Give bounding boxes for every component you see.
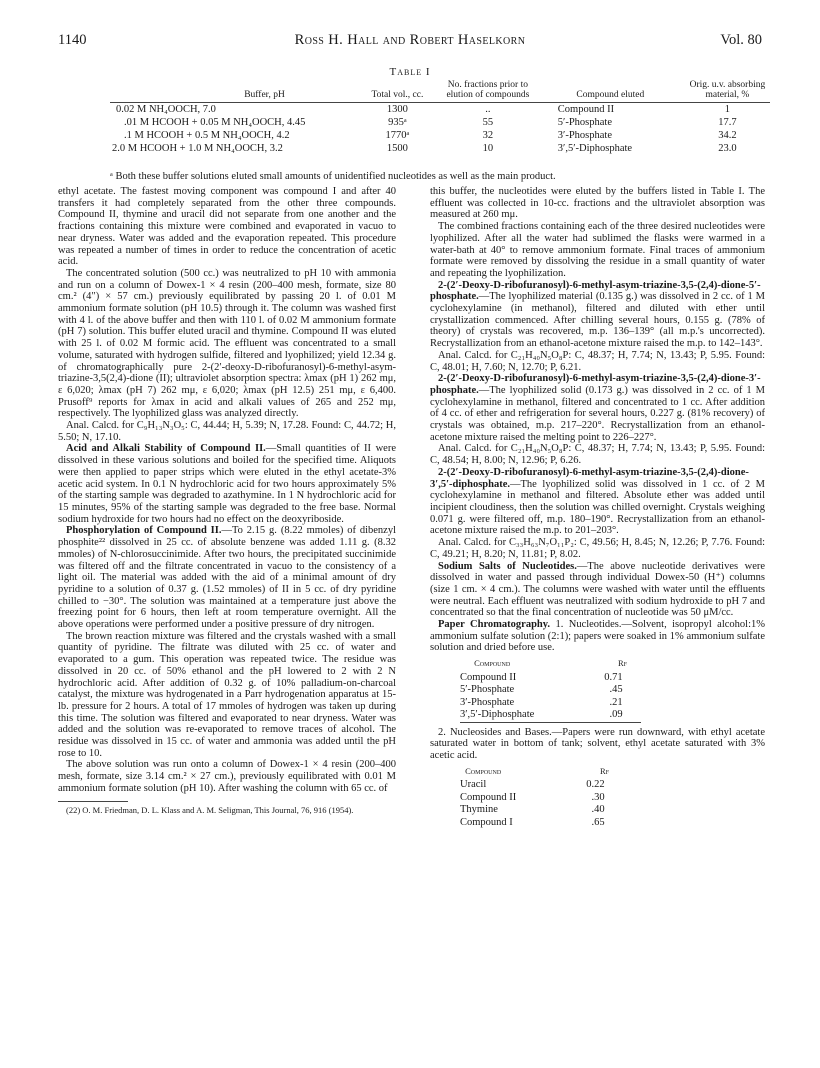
paragraph-text: —Small quantities of II were dissolved in these various solutions and boiled for the specified time. Aliquots were then applied to paper strips which were eluted in the ethyl acetate-3% acetic acid system. In 0.1 N hydrochloric acid for two hours approximately 5% of the starting sample was degraded to azathymine. In 1 N hydrochloric acid for 15 minutes, 95% of the starting sample was degraded to the free base. Normal sodium hydroxide for two hours had no effect on the deoxyriboside. xyxy=(58,443,397,525)
table-row xyxy=(460,697,641,710)
table-header-row xyxy=(460,657,641,672)
cell-vol: 1500 xyxy=(386,143,408,154)
paragraph: Anal. Calcd. for C₂₁H₄₀N₅O₈P: C, 48.37; H, 7.74; N, 13.43; P, 5.95. Found: C, 48.54; H, 8.00; N, 12.96; P, 6.26. xyxy=(430,443,765,467)
table-header-row xyxy=(460,765,623,780)
paragraph-text: —The lyophilized material (0.135 g.) was dissolved in 2 cc. of 1 M cyclohexylamine (in methanol), filtered and diluted with ether until crystallization commenced. After chilling several hours, 0.155 g. (78% of theory) of crystals was recovered, m.p. 136–139° (all m.p.'s uncorrected). Recrystallization from an ethanol-acetone mixture raised the m.p. to 142–143°. xyxy=(430,291,765,350)
cell-compound: 3′-Phosphate xyxy=(557,130,612,141)
th-total-vol: Total vol., cc. xyxy=(371,90,424,100)
page-number: 1140 xyxy=(58,32,87,48)
paragraph xyxy=(58,525,396,630)
th-compound: Compound xyxy=(474,658,511,669)
section-heading: 2-(2′-Deoxy-D-ribofuranosyl)-6-methyl-asym-triazine-3,5-(2,4)-dione-5′-phosphate. xyxy=(430,279,761,303)
buffer-elution-table xyxy=(110,80,770,155)
cell-buffer: 2.0 M HCOOH + 1.0 M NH₄OOCH, 3.2 xyxy=(112,143,283,154)
paragraph: this buffer, the nucleotides were eluted by the buffers listed in Table I. The effluent was collected in 10-cc. fractions and the ultraviolet absorption was measured at 260 mμ. xyxy=(430,186,765,221)
cell-compound: 3′,5′-Diphosphate xyxy=(460,709,604,722)
paragraph-text: —The above nucleotide derivatives were dissolved in water and passed through individual Dowex-50 (H⁺) columns (size 1 cm. × 4 cm.). The columns were washed with water until the effluents were neutral. Each effluent was neutralized with sodium hydroxide to pH 7 and concentrated so that the final concentration of nucleotide was 50 μM/cc. xyxy=(430,560,766,619)
section-heading: Phosphorylation of Compound II. xyxy=(66,525,222,537)
left-column xyxy=(58,186,396,815)
table-row xyxy=(460,672,641,685)
section-heading: Paper Chromatography. xyxy=(438,619,551,631)
th-fractions: No. fractions prior to elution of compounds xyxy=(446,80,530,100)
cell-compound: 5′-Phosphate xyxy=(557,117,612,128)
running-authors: Ross H. Hall and Robert Haselkorn xyxy=(294,32,526,48)
paragraph: Anal. Calcd. for C₃₃H₆₃N₇O₁₁P₂: C, 49.56; H, 8.45; N, 12.26; P, 7.76. Found: C, 49.21; H, 8.20; N, 11.81; P, 8.02. xyxy=(430,537,765,560)
cell-fractions: .. xyxy=(485,104,491,115)
cell-compound: Compound II xyxy=(460,791,517,803)
paragraph xyxy=(58,443,396,525)
th-buffer: Buffer, pH xyxy=(244,90,285,100)
paragraph xyxy=(430,467,765,537)
paragraph: The concentrated solution (500 cc.) was neutralized to pH 10 with ammonia and run on a column of Dowex-1 × 4 resin (200–400 mesh, formate, size 80 cm.² (4″) × 57 cm.) previously equilibrated by passing 20 l. of 0.01 M ammonium formate solution (pH 10.5) through it. The column was washed first with 4 l. of the above buffer and then with 110 l. of 0.02 M ammonium formate (pH 7) solution. This buffer eluted uracil and thymine. Compound II was eluted with 25 l. of 0.02 M formic acid. The effluent was concentrated to a small volume, saturated with hydrogen sulfide, filtered and lyophilized; yield 12.34 g. of chromatographically pure 2-(2′-deoxy-D-ribofuranosyl)-6-methyl-asym-triazine-3,5(2,4)-dione (II); ultraviolet absorption spectra: λmax (pH 1) 262 mμ, ε 6,020; λmax (pH 7) 262 mμ, ε 6,020; λmax (pH 12.5) 251 mμ, ε 6,400. Prusoff⁹ reports for λmax in acid and alkali values of 265 and 252 mμ, respectively. The lyophilized glass was analyzed directly. xyxy=(58,267,396,420)
volume-label: Vol. 80 xyxy=(720,32,762,48)
paragraph: Anal. Calcd. for C₂₁H₄₀N₅O₈P: C, 48.37; H, 7.74; N, 13.43; P, 5.95. Found: C, 48.01; H, 7.60; N, 12.70; P, 6.21. xyxy=(430,349,765,373)
section-heading: 2-(2′-Deoxy-D-ribofuranosyl)-6-methyl-asym-triazine-3,5-(2,4)-dione-3′,5′-diphosphate. xyxy=(430,466,749,490)
th-uv: Orig. u.v. absorbing material, % xyxy=(689,80,766,100)
footnote: (22) O. M. Friedman, D. L. Klass and A. M. Seligman, This Journal, 76, 916 (1954). xyxy=(66,804,354,815)
cell-compound: 3′,5′-Diphosphate xyxy=(557,143,633,154)
paragraph-text: —To 2.15 g. (8.22 mmoles) of dibenzyl phosphite²² dissolved in 25 cc. of absolute benzene was added 1.11 g. (8.32 mmoles) of N-chlorosuccinimide. After two hours, the precipitated succinimide was filtered off and the filtrate concentrated in vacuo to the consistency of a light oil. The material was added with the aid of a minimal amount of dry pyridine to a solution of 0.37 g. (1.52 mmoles) of II in 5 cc. of dry pyridine chilled to −30°. The solution was maintained at a temperature just above the freezing point for 6 hours, then left at room temperature overnight. All the above operations were performed under a positive pressure of dry nitrogen. xyxy=(58,525,396,631)
nucleoside-rf-table xyxy=(460,765,623,830)
table-row xyxy=(110,116,770,129)
cell-fractions: 10 xyxy=(482,143,494,154)
cell-rf: .65 xyxy=(591,816,605,828)
cell-rf: 0.22 xyxy=(586,779,605,791)
cell-uv: 23.0 xyxy=(718,143,737,154)
cell-compound: Uracil xyxy=(460,779,487,791)
paragraph: The combined fractions containing each of the three desired nucleotides were lyophilized. After all the water had sublimed the flasks were warmed in a water-bath at 40° to remove ammonium formate. Final traces of ammonium formate were removed by dissolving the residue in a small quantity of water and repeating the lyophilization. xyxy=(430,221,765,279)
paragraph xyxy=(430,619,765,654)
cell-rf: .45 xyxy=(609,684,623,696)
paragraph: The brown reaction mixture was filtered and the crystals washed with a small quantity of pyridine. The filtrate was diluted with 25 cc. of water and evaporated to a gum. This operation was repeated twice. The residue was dissolved in 20 cc. of 50% ethanol and the pH lowered to 2 with 2 N hydrochloric acid. After addition of 0.32 g. of 10% palladium-on-charcoal catalyst, the mixture was hydrogenated in a Parr hydrogenation apparatus at 15-lb. pressure for 2 hours. A total of 17 mmoles of hydrogen was taken up during this time. The solution was filtered and evaporated to near dryness. Water was added and the solution was re-evaporated to remove traces of alcohol. The residue was dissolved in 15 cc. of water and ammonia was added until the pH rose to 10. xyxy=(58,630,396,759)
table-row xyxy=(110,129,770,142)
paragraph xyxy=(430,561,765,620)
table-title: Table I xyxy=(389,66,431,78)
cell-rf: .40 xyxy=(591,804,605,816)
paragraph-text: —The lyophilized solid was dissolved in 1 cc. of 2 M cyclohexylamine in methanol and filtered. Absolute ether was added until incipient cloudiness, then the solution was chilled overnight. Crystals weighing 0.071 g. were filtered off, m.p. 180–190°. Recrystallization from an ethanol-acetone mixture raised the m.p. to 201–203°. xyxy=(430,478,765,537)
table-row xyxy=(460,804,623,817)
cell-rf: .09 xyxy=(604,709,640,722)
paragraph xyxy=(430,280,765,350)
section-heading: Sodium Salts of Nucleotides. xyxy=(438,560,577,572)
cell-vol: 1300 xyxy=(386,104,408,115)
cell-buffer: .01 M HCOOH + 0.05 M NH₄OOCH, 4.45 xyxy=(124,117,306,128)
paragraph: ethyl acetate. The fastest moving component was compound I and after 40 transfers it had completely separated from the other three compounds. Compound II, thymine and uracil did not separate from one another and the fractions containing this mixture were combined and evaporated in vacuo to near dryness. Water was added and the evaporation repeated. This procedure was repeated a number of times in order to reduce the concentration of acetic acid. xyxy=(58,186,396,268)
cell-uv: 34.2 xyxy=(718,130,737,141)
cell-uv: 1 xyxy=(724,104,731,115)
section-heading: 2-(2′-Deoxy-D-ribofuranosyl)-6-methyl-asym-triazine-3,5-(2,4)-dione-3′-phosphate. xyxy=(430,373,761,396)
th-rf: Rf xyxy=(617,658,627,669)
cell-rf: .21 xyxy=(609,696,623,708)
paragraph xyxy=(430,373,765,443)
right-column xyxy=(430,186,765,833)
table-row xyxy=(460,817,623,830)
table-row xyxy=(110,142,770,155)
table-row xyxy=(460,709,641,722)
cell-buffer: .1 M HCOOH + 0.5 M NH₄OOCH, 4.2 xyxy=(124,130,290,141)
cell-fractions: 55 xyxy=(482,117,494,128)
cell-vol: 1770ᵃ xyxy=(385,130,410,141)
th-compound: Compound xyxy=(465,765,502,776)
cell-compound: 5′-Phosphate xyxy=(460,684,515,696)
cell-compound: Thymine xyxy=(460,804,498,816)
table-row xyxy=(460,792,623,805)
table-row xyxy=(460,779,623,792)
section-heading: Acid and Alkali Stability of Compound II. xyxy=(66,443,266,455)
cell-rf: 0.71 xyxy=(604,671,623,683)
table-footnote: ᵃ Both these buffer solutions eluted small amounts of unidentified nucleotides as well as the main product. xyxy=(110,171,556,182)
cell-vol: 935ᵃ xyxy=(388,117,407,128)
th-compound: Compound eluted xyxy=(576,90,645,100)
cell-fractions: 32 xyxy=(482,130,494,141)
th-rf: Rf xyxy=(599,765,609,776)
table-row xyxy=(110,103,770,117)
running-header xyxy=(58,32,762,52)
paragraph-text: —The lyophilized solid (0.173 g.) was dissolved in 2 cc. of 1 M cyclohexylamine in methanol, filtered and concentrated to 1 cc. After addition of 4 cc. of ether and refrigeration for several hours, 0.227 g. (81% recovery) of crystals was obtained, m.p. 217–220°. Recrystallization from an ethanol-acetone mixture raised the melting point to 226–227°. xyxy=(430,384,765,443)
cell-rf: .30 xyxy=(591,791,605,803)
nucleotide-rf-table xyxy=(460,657,641,723)
footnote-rule xyxy=(58,801,128,802)
paragraph: Anal. Calcd. for C₉H₁₃N₃O₅: C, 44.44; H, 5.39; N, 17.28. Found: C, 44.72; H, 5.50; N, 17.10. xyxy=(58,420,396,443)
table-row xyxy=(460,684,641,697)
paragraph: The above solution was run onto a column of Dowex-1 × 4 resin (200–400 mesh, formate, size 3.14 cm.² × 27 cm.), previously equilibrated with 0.01 M ammonium formate solution (pH 10). After washing the column with 65 cc. of xyxy=(58,759,396,794)
paragraph: 2. Nucleosides and Bases.—Papers were run downward, with ethyl acetate saturated water in bottom of tank; solvent, ethyl acetate saturated with 3% acetic acid. xyxy=(430,726,765,762)
cell-compound: Compound II xyxy=(460,671,517,683)
table-header-row xyxy=(110,80,770,103)
paragraph-text: 1. Nucleotides.—Solvent, isopropyl alcohol:1% ammonium sulfate solution (2:1); papers were soaked in 1% ammonium sulfate solution and dried before use. xyxy=(430,619,765,654)
cell-uv: 17.7 xyxy=(718,117,737,128)
cell-compound: Compound I xyxy=(460,816,513,828)
cell-compound: Compound II xyxy=(557,104,615,115)
cell-compound: 3′-Phosphate xyxy=(460,696,515,708)
cell-buffer: 0.02 M NH₄OOCH, 7.0 xyxy=(116,104,216,115)
